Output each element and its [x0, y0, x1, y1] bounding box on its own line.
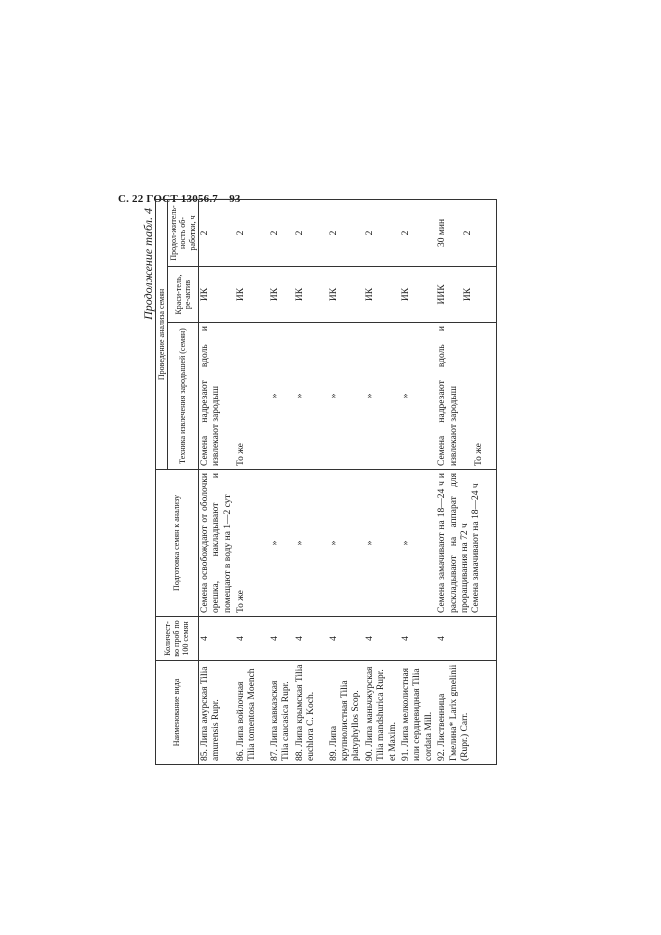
- cell-technique: [436, 323, 496, 470]
- cell-name: 85. Липа амурская Tilia amurensis Rupr.: [198, 661, 235, 765]
- rotated-table-block: [141, 200, 484, 765]
- ditto-mark: »: [294, 540, 305, 546]
- colorant-text-extra: ИК: [462, 287, 473, 302]
- cell-colorant: ИК: [328, 267, 364, 323]
- table-row: [235, 199, 269, 764]
- header-analysis-group: Проведение анализа семян: [156, 199, 168, 469]
- table-row: [400, 199, 436, 764]
- cell-technique: То же: [235, 323, 269, 470]
- table-row: [364, 199, 400, 764]
- ditto-mark: »: [401, 393, 412, 399]
- cell-preparation: [328, 470, 364, 617]
- ditto-mark: »: [364, 540, 375, 546]
- table-row: [198, 199, 235, 764]
- preparation-text-extra: Семена замачивают на 18—24 ч: [471, 483, 482, 613]
- cell-technique: [364, 323, 400, 470]
- cell-colorant: ИК: [294, 267, 328, 323]
- cell-preparation: Семена освобождают от оболочки орешка, накладывают и помещают в воду на 1—2 сут: [198, 470, 235, 617]
- cell-samples: 4: [294, 617, 328, 661]
- cell-technique: Семена надрезают вдоль и извлекают зародыш: [198, 323, 235, 470]
- cell-preparation: [269, 470, 294, 617]
- cell-duration: [436, 199, 496, 266]
- table-row: [269, 199, 294, 764]
- cell-technique: [328, 323, 364, 470]
- cell-duration: 2: [364, 199, 400, 266]
- cell-preparation: [294, 470, 328, 617]
- cell-name: 90. Липа маньчжурская Tilia mandshurica Rupr. et Maxim.: [364, 661, 400, 765]
- duration-text-extra: 2: [462, 230, 473, 236]
- cell-name: 87. Липа кавказская Tilia caucasica Rupr.: [269, 661, 294, 765]
- page-header: С. 22 ГОСТ 13056.7—93: [118, 193, 241, 205]
- table-row: [328, 199, 364, 764]
- header-samples: Количест-во проб по 100 семян: [156, 617, 199, 661]
- cell-preparation: [436, 470, 496, 617]
- ditto-mark: »: [294, 393, 305, 399]
- table-row: [436, 199, 496, 764]
- cell-duration: 2: [198, 199, 235, 266]
- header-technique: Техника извлечения зародышей (семян): [168, 323, 199, 470]
- preparation-text: Семена замачивают на 18—24 ч и раскладывают на аппарат для проращивания на 72 ч: [437, 473, 470, 613]
- table-row: [294, 199, 328, 764]
- cell-duration: 2: [294, 199, 328, 266]
- cell-samples: 4: [198, 617, 235, 661]
- cell-colorant: ИК: [269, 267, 294, 323]
- colorant-text: ИИК: [437, 284, 448, 305]
- cell-duration: 2: [235, 199, 269, 266]
- cell-duration: 2: [269, 199, 294, 266]
- cell-colorant: ИК: [235, 267, 269, 323]
- cell-technique: [400, 323, 436, 470]
- cell-samples: 4: [235, 617, 269, 661]
- cell-samples: 4: [364, 617, 400, 661]
- cell-samples: 4: [269, 617, 294, 661]
- header-name: Наименование вида: [156, 661, 199, 765]
- header-duration: Продол-житель-ность об-работки, ч: [168, 199, 199, 266]
- ditto-mark: »: [328, 540, 339, 546]
- cell-preparation: [400, 470, 436, 617]
- table-continued-label: Продолжение табл. 4: [141, 208, 155, 320]
- cell-colorant: ИК: [198, 267, 235, 323]
- cell-technique: [294, 323, 328, 470]
- cell-name: 86. Липа войлочная Tilia tomentosa Moench: [235, 661, 269, 765]
- technique-text-extra: То же: [474, 443, 484, 466]
- duration-text: 30 мин: [437, 218, 448, 248]
- ditto-mark: »: [269, 393, 280, 399]
- cell-duration: 2: [328, 199, 364, 266]
- cell-name: 88. Липа крымская Tilia euchlora C. Koch.: [294, 661, 328, 765]
- cell-colorant: [436, 267, 496, 323]
- cell-technique: [269, 323, 294, 470]
- cell-colorant: ИК: [364, 267, 400, 323]
- cell-colorant: ИК: [400, 267, 436, 323]
- ditto-mark: »: [269, 540, 280, 546]
- ditto-mark: »: [401, 540, 412, 546]
- cell-samples: 4: [400, 617, 436, 661]
- seed-analysis-table: [155, 199, 497, 765]
- ditto-mark: »: [364, 393, 375, 399]
- cell-samples: 4: [436, 617, 496, 661]
- cell-preparation: То же: [235, 470, 269, 617]
- header-preparation: Подготовка семян к анализу: [156, 470, 199, 617]
- ditto-mark: »: [328, 393, 339, 399]
- cell-name: 89. Липа крупнолистная Tilia platyphyllos Scop.: [328, 661, 364, 765]
- cell-name: 91. Липа мелколистная или сердцевидная Tilia cordata Mill.: [400, 661, 436, 765]
- cell-duration: 2: [400, 199, 436, 266]
- cell-name: 92. Лиственница Гмелина* Larix gmelinii (Rupr.) Carr.: [436, 661, 496, 765]
- header-colorant: Краси-тель, ре-актив: [168, 267, 199, 323]
- technique-text: Семена надрезают вдоль и извлекают зародыш: [437, 326, 459, 466]
- cell-preparation: [364, 470, 400, 617]
- cell-samples: 4: [328, 617, 364, 661]
